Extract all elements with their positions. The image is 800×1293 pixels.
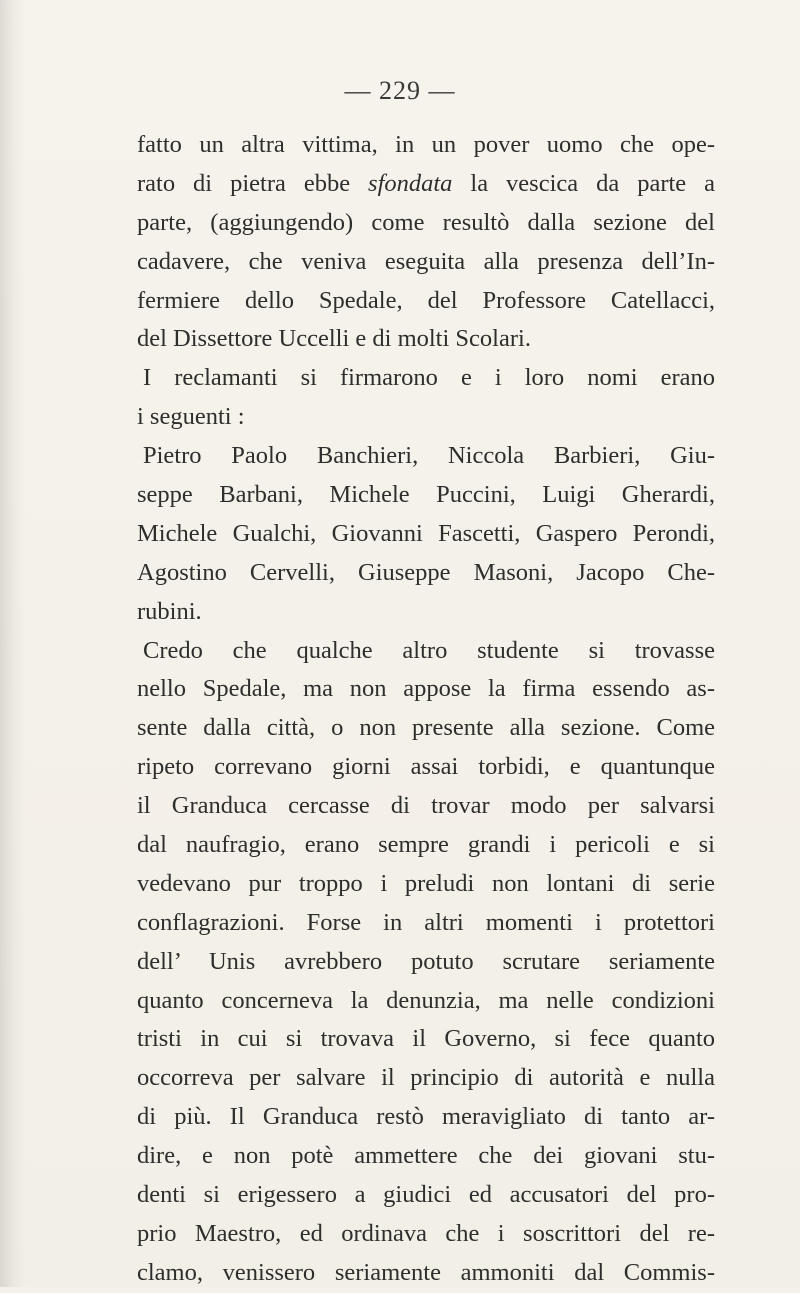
text-line: I reclamanti si firmarono e i loro nomi erano	[143, 364, 715, 392]
text-line: vedevano pur troppo i preludi non lontani di serie	[137, 869, 715, 897]
text-line: denti si erigessero a giudici ed accusatori del pro-	[137, 1181, 715, 1209]
text-line: rato di pietra ebbe sfondata la vescica da parte a	[137, 169, 715, 197]
text-line: ripeto correvano giorni assai torbidi, e quantunque	[137, 753, 715, 781]
italic-word: sfondata	[368, 169, 453, 197]
text-line: parte, (aggiungendo) come resultò dalla sezione del	[137, 208, 715, 236]
body-text	[137, 126, 715, 1293]
text-line: tristi in cui si trovava il Governo, si fece quanto	[137, 1025, 715, 1053]
text-line: dire, e non potè ammettere che dei giovani stu-	[137, 1142, 715, 1170]
text-line: nello Spedale, ma non appose la firma essendo as-	[137, 675, 715, 703]
text-line: cadavere, che veniva eseguita alla presenza dell’In-	[137, 247, 715, 275]
text-line: conflagrazioni. Forse in altri momenti i protettori	[137, 908, 715, 936]
text-line: Pietro Paolo Banchieri, Niccola Barbieri, Giu-	[143, 442, 715, 470]
text-line: il Granduca cercasse di trovar modo per salvarsi	[137, 792, 715, 820]
text-line: quanto concerneva la denunzia, ma nelle condizioni	[137, 986, 715, 1014]
text-line: i seguenti :	[137, 403, 245, 431]
text-line: prio Maestro, ed ordinava che i soscrittori del re-	[137, 1219, 715, 1247]
text-line: seppe Barbani, Michele Puccini, Luigi Gherardi,	[137, 481, 715, 509]
text-line: dell’ Unis avrebbero potuto scrutare seriamente	[137, 947, 715, 975]
text-line: fermiere dello Spedale, del Professore Catellacci,	[137, 286, 715, 314]
text-line: sente dalla città, o non presente alla sezione. Come	[137, 714, 715, 742]
text-line: fatto un altra vittima, in un pover uomo che ope-	[137, 131, 715, 158]
text-line: di più. Il Granduca restò meravigliato di tanto ar-	[137, 1103, 715, 1131]
text-line: occorreva per salvare il principio di autorità e nulla	[137, 1064, 715, 1092]
text-line: dal naufragio, erano sempre grandi i pericoli e si	[137, 831, 715, 859]
text-line: Credo che qualche altro studente si trovasse	[143, 636, 715, 664]
text-line: clamo, venissero seriamente ammoniti dal Commis-	[137, 1258, 715, 1286]
text-line: rubini.	[137, 597, 202, 625]
text-line: Michele Gualchi, Giovanni Fascetti, Gaspero Perondi,	[137, 519, 715, 547]
text-line: del Dissettore Uccelli e di molti Scolari.	[137, 325, 531, 353]
text-line: Agostino Cervelli, Giuseppe Masoni, Jacopo Che-	[137, 558, 715, 586]
page-number: — 229 —	[344, 76, 456, 105]
